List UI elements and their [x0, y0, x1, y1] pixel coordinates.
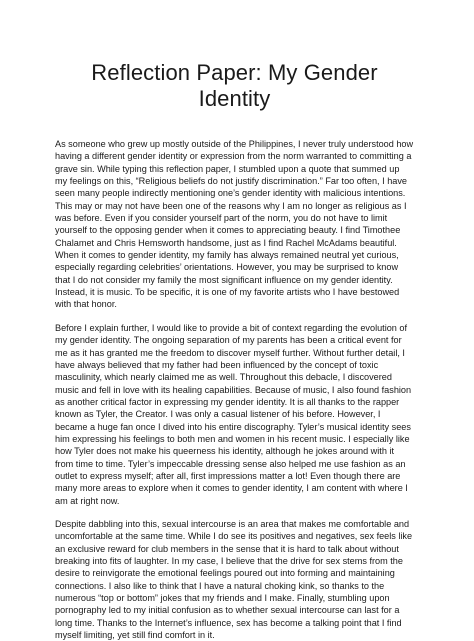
document-title: Reflection Paper: My Gender Identity — [91, 60, 378, 111]
paragraph-sexuality: Despite dabbling into this, sexual intercourse is an area that makes me comfortable and uncomfortable at the same time. While I do see its positives and negatives, sex feels like an exclusive reward for club members in the sense that it is hard to talk about without breaking into fits of laughter. In my case, I believe that the drive for sex stems from the desire to reinvigorate the emotional feelings poured out into forming and maintaining connections. I also like to think that I have a natural choking kink, so thanks to the numerous “top or bottom” jokes that my friends and I make. Finally, stumbling upon pornography led to my initial confusion as to whether sexual intercourse can last for a long time. Thanks to the Internet’s influence, sex has become a talking point that I find myself limiting, yet still find comfort in it. — [55, 518, 413, 641]
paragraph-intro: As someone who grew up mostly outside of the Philippines, I never truly understood how having a different gender identity or expression from the norm warranted to committing a grave sin. While typing this reflection paper, I stumbled upon a quote that summed up my feelings on this, “Religious beliefs do not justify discrimination.” Far too often, I have seen many people indirectly mentioning one’s gender identity with malicious intentions. This may or may not have been one of the reasons why I am no longer as religious as I was before. Even if you consider yourself part of the norm, you do not have to limit yourself to the opposing gender when it comes to appreciating beauty. I find Timothee Chalamet and Chris Hemsworth handsome, just as I find Rachel McAdams beautiful. When it comes to gender identity, my family has always remained neutral yet curious, especially regarding celebrities’ orientations. However, you may be surprised to know that I do not consider my family the most significant influence on my gender identity. Instead, it is music. To be specific, it is one of my favorite artists who I have bestowed with that honor. — [55, 139, 414, 310]
paragraph-context: Before I explain further, I would like to provide a bit of context regarding the evolution of my gender identity. The ongoing separation of my parents has been a critical event for me as it has granted me the freedom to discover myself further. Without further detail, I have always believed that my father had been influenced by the concept of toxic masculinity, which nearly claimed me as well. Throughout this debacle, I discovered music and fell in love with its healing capabilities. Because of music, I also found fashion as another critical factor in expressing my gender identity. It is all thanks to the rapper known as Tyler, the Creator. I was only a casual listener of his before. However, I became a huge fan once I dived into his entire discography. Tyler’s musical identity sees him expressing his feelings to both men and women in his recent music. I especially like how Tyler does not make his queerness his identity, although he jokes around with it from time to time. Tyler’s impeccable dressing sense also helped me use fashion as an outlet to express myself; after all, first impressions matter a lot! Even though there are many more areas to explore when it comes to gender identity, I am content with where I am at right now. — [55, 322, 412, 506]
